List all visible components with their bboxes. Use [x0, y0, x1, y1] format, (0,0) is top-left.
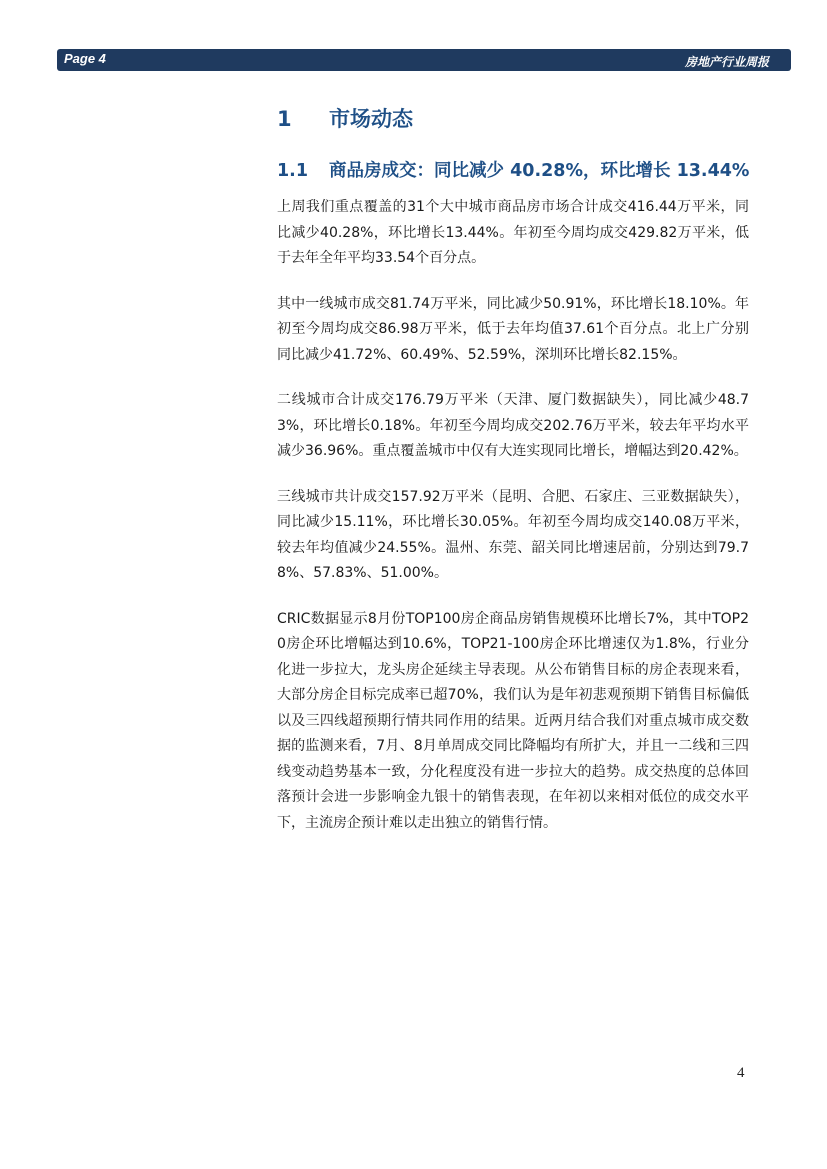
paragraph: 二线城市合计成交176.79万平米（天津、厦门数据缺失），同比减少48.73%，环比增长0.18%。年初至今周均成交202.76万平米，较去年平均水平减少36.96%。重点覆盖城市中仅有大连实现同比增长，增幅达到20.42%。	[277, 392, 749, 459]
body-content	[277, 195, 749, 856]
paragraph: 三线城市共计成交157.92万平米（昆明、合肥、石家庄、三亚数据缺失），同比减少15.11%，环比增长30.05%。年初至今周均成交140.08万平米，较去年均值减少24.55%。温州、东莞、韶关同比增速居前，分别达到79.78%、57.83%、51.00%。	[277, 488, 749, 581]
section-number: 1	[277, 107, 292, 131]
header-report-title: 房地产行业周报	[684, 55, 769, 69]
section-heading	[277, 103, 413, 133]
subsection-number: 1.1	[277, 161, 309, 181]
page-number: 4	[737, 1065, 745, 1081]
section-title: 市场动态	[329, 107, 413, 131]
subsection-title: 商品房成交：同比减少 40.28%，环比增长 13.44%	[329, 161, 750, 181]
header-bar	[57, 49, 791, 71]
paragraph: 上周我们重点覆盖的31个大中城市商品房市场合计成交416.44万平米，同比减少40.28%，环比增长13.44%。年初至今周均成交429.82万平米，低于去年全年平均33.54个百分点。	[277, 199, 749, 266]
header-page-label: Page 4	[64, 51, 106, 66]
paragraph: 其中一线城市成交81.74万平米，同比减少50.91%，环比增长18.10%。年初至今周均成交86.98万平米，低于去年均值37.61个百分点。北上广分别同比减少41.72%、60.49%、52.59%，深圳环比增长82.15%。	[277, 295, 749, 363]
subsection-heading	[277, 157, 749, 182]
paragraph: CRIC数据显示8月份TOP100房企商品房销售规模环比增长7%，其中TOP20房企环比增幅达到10.6%，TOP21-100房企环比增速仅为1.8%，行业分化进一步拉大，龙头房企延续主导表现。从公布销售目标的房企表现来看，大部分房企目标完成率已超70%，我们认为是年初悲观预期下销售目标偏低以及三四线超预期行情共同作用的结果。近两月结合我们对重点城市成交数据的监测来看，7月、8月单周成交同比降幅均有所扩大，并且一二线和三四线变动趋势基本一致，分化程度没有进一步拉大的趋势。成交热度的总体回落预计会进一步影响金九银十的销售表现，在年初以来相对低位的成交水平下，主流房企预计难以走出独立的销售行情。	[277, 610, 749, 831]
